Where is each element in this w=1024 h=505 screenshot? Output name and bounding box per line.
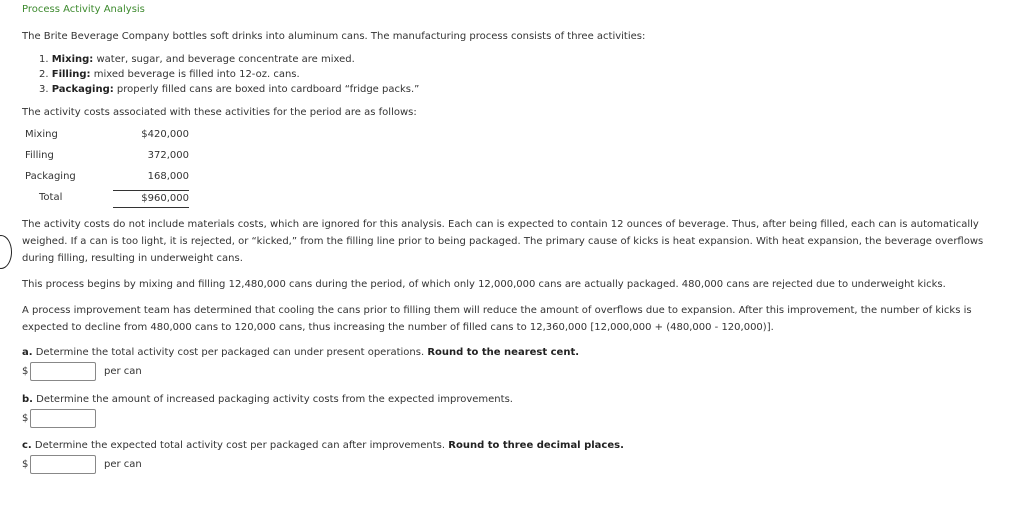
question-c: c. Determine the expected total activity cost per packaged can after improvements. Round to three decimal places. — [22, 440, 624, 451]
list-item: 1. Mixing: water, sugar, and beverage concentrate are mixed. — [39, 54, 355, 65]
answer-c-row — [22, 455, 142, 474]
activity-name: Packaging — [25, 171, 76, 182]
paragraph-production: This process begins by mixing and filling 12,480,000 cans during the period, of which only 12,000,000 cans are actually packaged. 480,000 cans are rejected due to underweight kicks. — [22, 279, 946, 290]
intro-text: The Brite Beverage Company bottles soft drinks into aluminum cans. The manufacturing process consists of three activities: — [22, 31, 646, 42]
paragraph-kicks: The activity costs do not include materials costs, which are ignored for this analysis. Each can is expected to contain 12 ounces of beverage. Thus, after being filled, each can is automatically weighed. If a can is too light, it is rejected, or “kicked,” from the filling line prior to being packaged. The primary cause of kicks is heat expansion. With heat expansion, the beverage overflows during filling, resulting in underweight cans. — [22, 219, 984, 264]
answer-a-input[interactable] — [30, 362, 96, 381]
list-item: 2. Filling: mixed beverage is filled into 12-oz. cans. — [39, 69, 300, 80]
answer-b-row — [22, 409, 96, 428]
currency-symbol: $ — [22, 366, 29, 377]
answer-b-input[interactable] — [30, 409, 96, 428]
paragraph-improvement: A process improvement team has determined that cooling the cans prior to filling them will reduce the amount of overflows due to expansion. After this improvement, the number of kicks is expected to decline from 480,000 cans to 120,000 cans, thus increasing the number of filled cans to 12,360,000 [12,000,000 + (480,000 - 120,000)]. — [22, 305, 972, 333]
unit-label: per can — [104, 366, 142, 377]
question-b: b. Determine the amount of increased packaging activity costs from the expected improvements. — [22, 394, 513, 405]
currency-symbol: $ — [22, 413, 29, 424]
list-item: 3. Packaging: properly filled cans are boxed into cardboard “fridge packs.” — [39, 84, 420, 95]
activity-amount: 372,000 — [147, 150, 189, 161]
left-margin-bracket — [0, 235, 12, 269]
question-a: a. Determine the total activity cost per packaged can under present operations. Round to the nearest cent. — [22, 347, 580, 358]
page-title: Process Activity Analysis — [22, 4, 145, 15]
activity-list — [39, 52, 419, 97]
activity-name: Filling — [25, 150, 54, 161]
unit-label: per can — [104, 459, 142, 470]
activity-name: Mixing — [25, 129, 58, 140]
activity-amount: 168,000 — [147, 171, 189, 182]
answer-a-row — [22, 362, 142, 381]
total-label: Total — [39, 192, 63, 203]
activity-amount: $420,000 — [141, 129, 189, 140]
currency-symbol: $ — [22, 459, 29, 470]
total-amount: $960,000 — [113, 190, 189, 208]
answer-c-input[interactable] — [30, 455, 96, 474]
costs-intro: The activity costs associated with these activities for the period are as follows: — [22, 107, 417, 118]
